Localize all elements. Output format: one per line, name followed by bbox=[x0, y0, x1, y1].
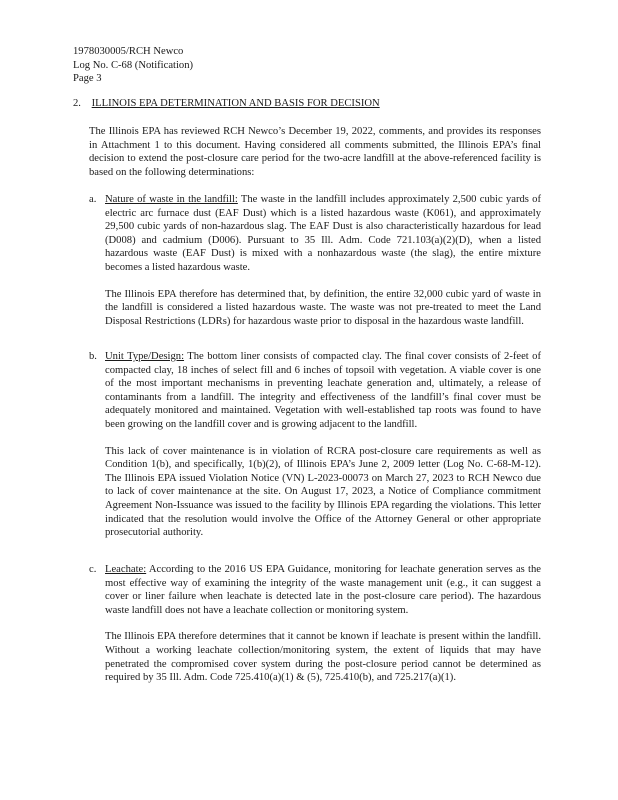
item-heading: Leachate: bbox=[105, 564, 147, 575]
item-heading: Nature of waste in the landfill: bbox=[105, 194, 238, 205]
item-text: The bottom liner consists of compacted clay. The final cover consists of 2-feet of compacted clay, 18 inches of select fill and 6 inches of topsoil with vegetation. A viable cover is one of the most important mechanisms in preventing leachate generation and, ultimately, a release of contaminants from a landfill. The integrity and effectiveness of the landfill’s final cover must be adequately monitored and maintained. Vegetation with well-established tap roots was found to have been growing on the landfill cover and is growing adjacent to the landfill. bbox=[105, 351, 542, 430]
item-paragraph bbox=[105, 563, 541, 617]
determination-item-c bbox=[89, 563, 541, 698]
section-number: 2. bbox=[73, 98, 81, 109]
section-title: ILLINOIS EPA DETERMINATION AND BASIS FOR DECISION bbox=[91, 98, 380, 109]
item-paragraph bbox=[105, 193, 541, 275]
determination-item-b bbox=[89, 350, 541, 553]
item-letter: a. bbox=[89, 194, 97, 205]
item-text: The waste in the landfill includes approximately 2,500 cubic yards of electric arc furnace dust (EAF Dust) which is a listed hazardous waste (K061), and approximately 29,500 cubic yards of non-hazardous slag. The EAF Dust is also characteristically hazardous for lead (D008) and cadmium (D006). Pursuant to 35 Ill. Adm. Code 721.103(a)(2)(D), when a listed hazardous waste (EAF Dust) is mixed with a nonhazardous waste (the slag), the entire mixture becomes a listed hazardous waste. bbox=[105, 194, 541, 273]
item-letter: b. bbox=[89, 351, 97, 362]
item-paragraph: The Illinois EPA therefore determines that it cannot be known if leachate is present within the landfill. Without a working leachate collection/monitoring system, the extent of liquids that may have penetrated the compromised cover system during the post-closure period cannot be determined as required by 35 Ill. Adm. Code 725.410(a)(1) & (5), 725.410(b), and 725.217(a)(1). bbox=[105, 631, 541, 684]
header-log-line: Log No. C-68 (Notification) bbox=[73, 59, 194, 71]
item-heading: Unit Type/Design: bbox=[105, 351, 185, 362]
header-page-number: Page 3 bbox=[73, 73, 102, 84]
header-id-line: 1978030005/RCH Newco bbox=[73, 46, 184, 57]
page-header bbox=[73, 45, 373, 86]
item-paragraph: This lack of cover maintenance is in violation of RCRA post-closure care requirements as well as Condition 1(b), and specifically, 1(b)(2), of Illinois EPA’s June 2, 2009 letter (Log No. C-68-M-12). The Illinois EPA issued Violation Notice (VN) L-2023-00073 on March 27, 2023 to RCH Newco due to lack of cover maintenance at the site. On August 17, 2023, a Notice of Compliance commitment Agreement Non-Issuance was issued to the facility by Illinois EPA regarding the violations. This letter indicated that the resolution would involve the Office of the Attorney General or other appropriate prosecutorial authority. bbox=[105, 445, 541, 539]
section-heading bbox=[73, 97, 533, 111]
intro-paragraph: The Illinois EPA has reviewed RCH Newco’s December 19, 2022, comments, and provides its responses in Attachment 1 to this document. Having considered all comments submitted, the Illinois EPA’s final decision to extend the post-closure care period for the two-acre landfill at the above-referenced facility is based on the following determinations: bbox=[89, 126, 541, 178]
item-letter: c. bbox=[89, 564, 97, 575]
item-paragraph: The Illinois EPA therefore has determined that, by definition, the entire 32,000 cubic yard of waste in the landfill is considered a listed hazardous waste. The waste was not pre-treated to meet the Land Disposal Restrictions (LDRs) for hazardous waste prior to disposal in the hazardous waste landfill. bbox=[105, 288, 541, 327]
item-paragraph bbox=[105, 350, 541, 432]
determination-item-a bbox=[89, 193, 541, 341]
item-text: According to the 2016 US EPA Guidance, monitoring for leachate generation serves as the most effective way of examining the integrity of the waste management unit (e.g., it can suggest a cover or liner failure when leachate is detected late in the post-closure care period). The hazardous waste landfill does not have a leachate collection or monitoring system. bbox=[105, 564, 541, 616]
